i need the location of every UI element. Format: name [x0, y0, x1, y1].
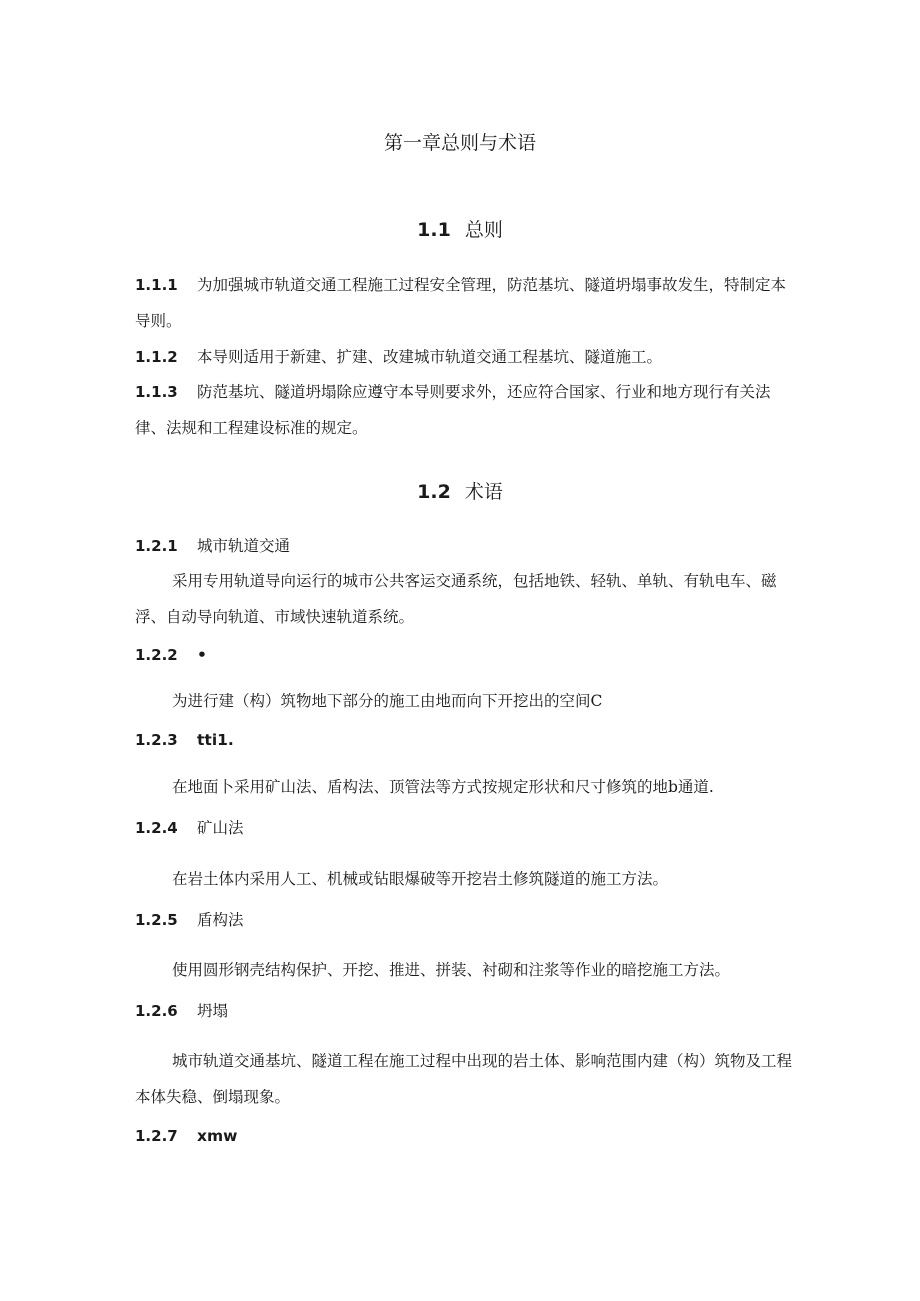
- term-1-2-2: [135, 642, 795, 668]
- term-1-2-4: [135, 815, 795, 841]
- chapter-title: 第一章总则与术语: [383, 132, 536, 154]
- term-number: 1.2.1: [135, 537, 178, 555]
- term-name: 矿山法: [197, 819, 244, 837]
- term-name: tti1.: [197, 731, 234, 749]
- section-label: 总则: [464, 219, 503, 241]
- term-definition: 在岩土体内采用人工、机械或钻眼爆破等开挖岩土修筑隧道的施工方法。: [172, 870, 669, 888]
- clause-1-1-1: [135, 267, 795, 339]
- term-name: 坍塌: [197, 1002, 229, 1020]
- section-label: 术语: [464, 481, 503, 503]
- term-number: 1.2.5: [135, 911, 178, 929]
- term-name: xmw: [197, 1127, 238, 1145]
- term-name: •: [197, 646, 207, 664]
- term-definition: 城市轨道交通基坑、隧道工程在施工过程中出现的岩土体、影响范围内建（构）筑物及工程本体失稳、倒塌现象。: [135, 1052, 793, 1106]
- clause-text: 为加强城市轨道交通工程施工过程安全管理，防范基坑、隧道坍塌事故发生，特制定本导则。: [135, 276, 787, 330]
- term-number: 1.2.6: [135, 1002, 178, 1020]
- section-number: 1.1: [417, 219, 451, 241]
- term-number: 1.2.3: [135, 731, 178, 749]
- term-name: 城市轨道交通: [197, 537, 291, 555]
- term-number: 1.2.4: [135, 819, 178, 837]
- clause-1-1-2: [135, 339, 795, 375]
- term-1-2-6: [135, 998, 795, 1024]
- clause-1-1-3: [135, 374, 795, 446]
- term-name: 盾构法: [197, 911, 244, 929]
- term-1-2-5: [135, 907, 795, 933]
- clause-number: 1.1.1: [135, 276, 178, 294]
- term-number: 1.2.7: [135, 1127, 178, 1145]
- term-number: 1.2.2: [135, 646, 178, 664]
- term-1-2-7: [135, 1123, 795, 1149]
- term-definition: 使用圆形钢壳结构保护、开挖、推进、拼装、衬砌和注浆等作业的暗挖施工方法。: [172, 961, 731, 979]
- section-number: 1.2: [417, 481, 451, 503]
- term-definition: 为进行建（构）筑物地下部分的施工由地而向下开挖出的空间C: [172, 692, 603, 710]
- term-1-2-3: [135, 727, 795, 753]
- section-heading-terms: [0, 479, 920, 505]
- term-definition: 采用专用轨道导向运行的城市公共客运交通系统，包括地铁、轻轨、单轨、有轨电车、磁浮、自动导向轨道、市域快速轨道系统。: [135, 572, 777, 626]
- clause-number: 1.1.3: [135, 383, 178, 401]
- clause-number: 1.1.2: [135, 348, 178, 366]
- clause-text: 防范基坑、隧道坍塌除应遵守本导则要求外，还应符合国家、行业和地方现行有关法律、法规和工程建设标准的规定。: [135, 383, 771, 437]
- section-heading-general: [0, 217, 920, 243]
- clause-text: 本导则适用于新建、扩建、改建城市轨道交通工程基坑、隧道施工。: [197, 348, 663, 366]
- term-1-2-1: [135, 533, 795, 559]
- term-definition: 在地面卜采用矿山法、盾构法、顶管法等方式按规定形状和尺寸修筑的地b通道.: [172, 778, 714, 796]
